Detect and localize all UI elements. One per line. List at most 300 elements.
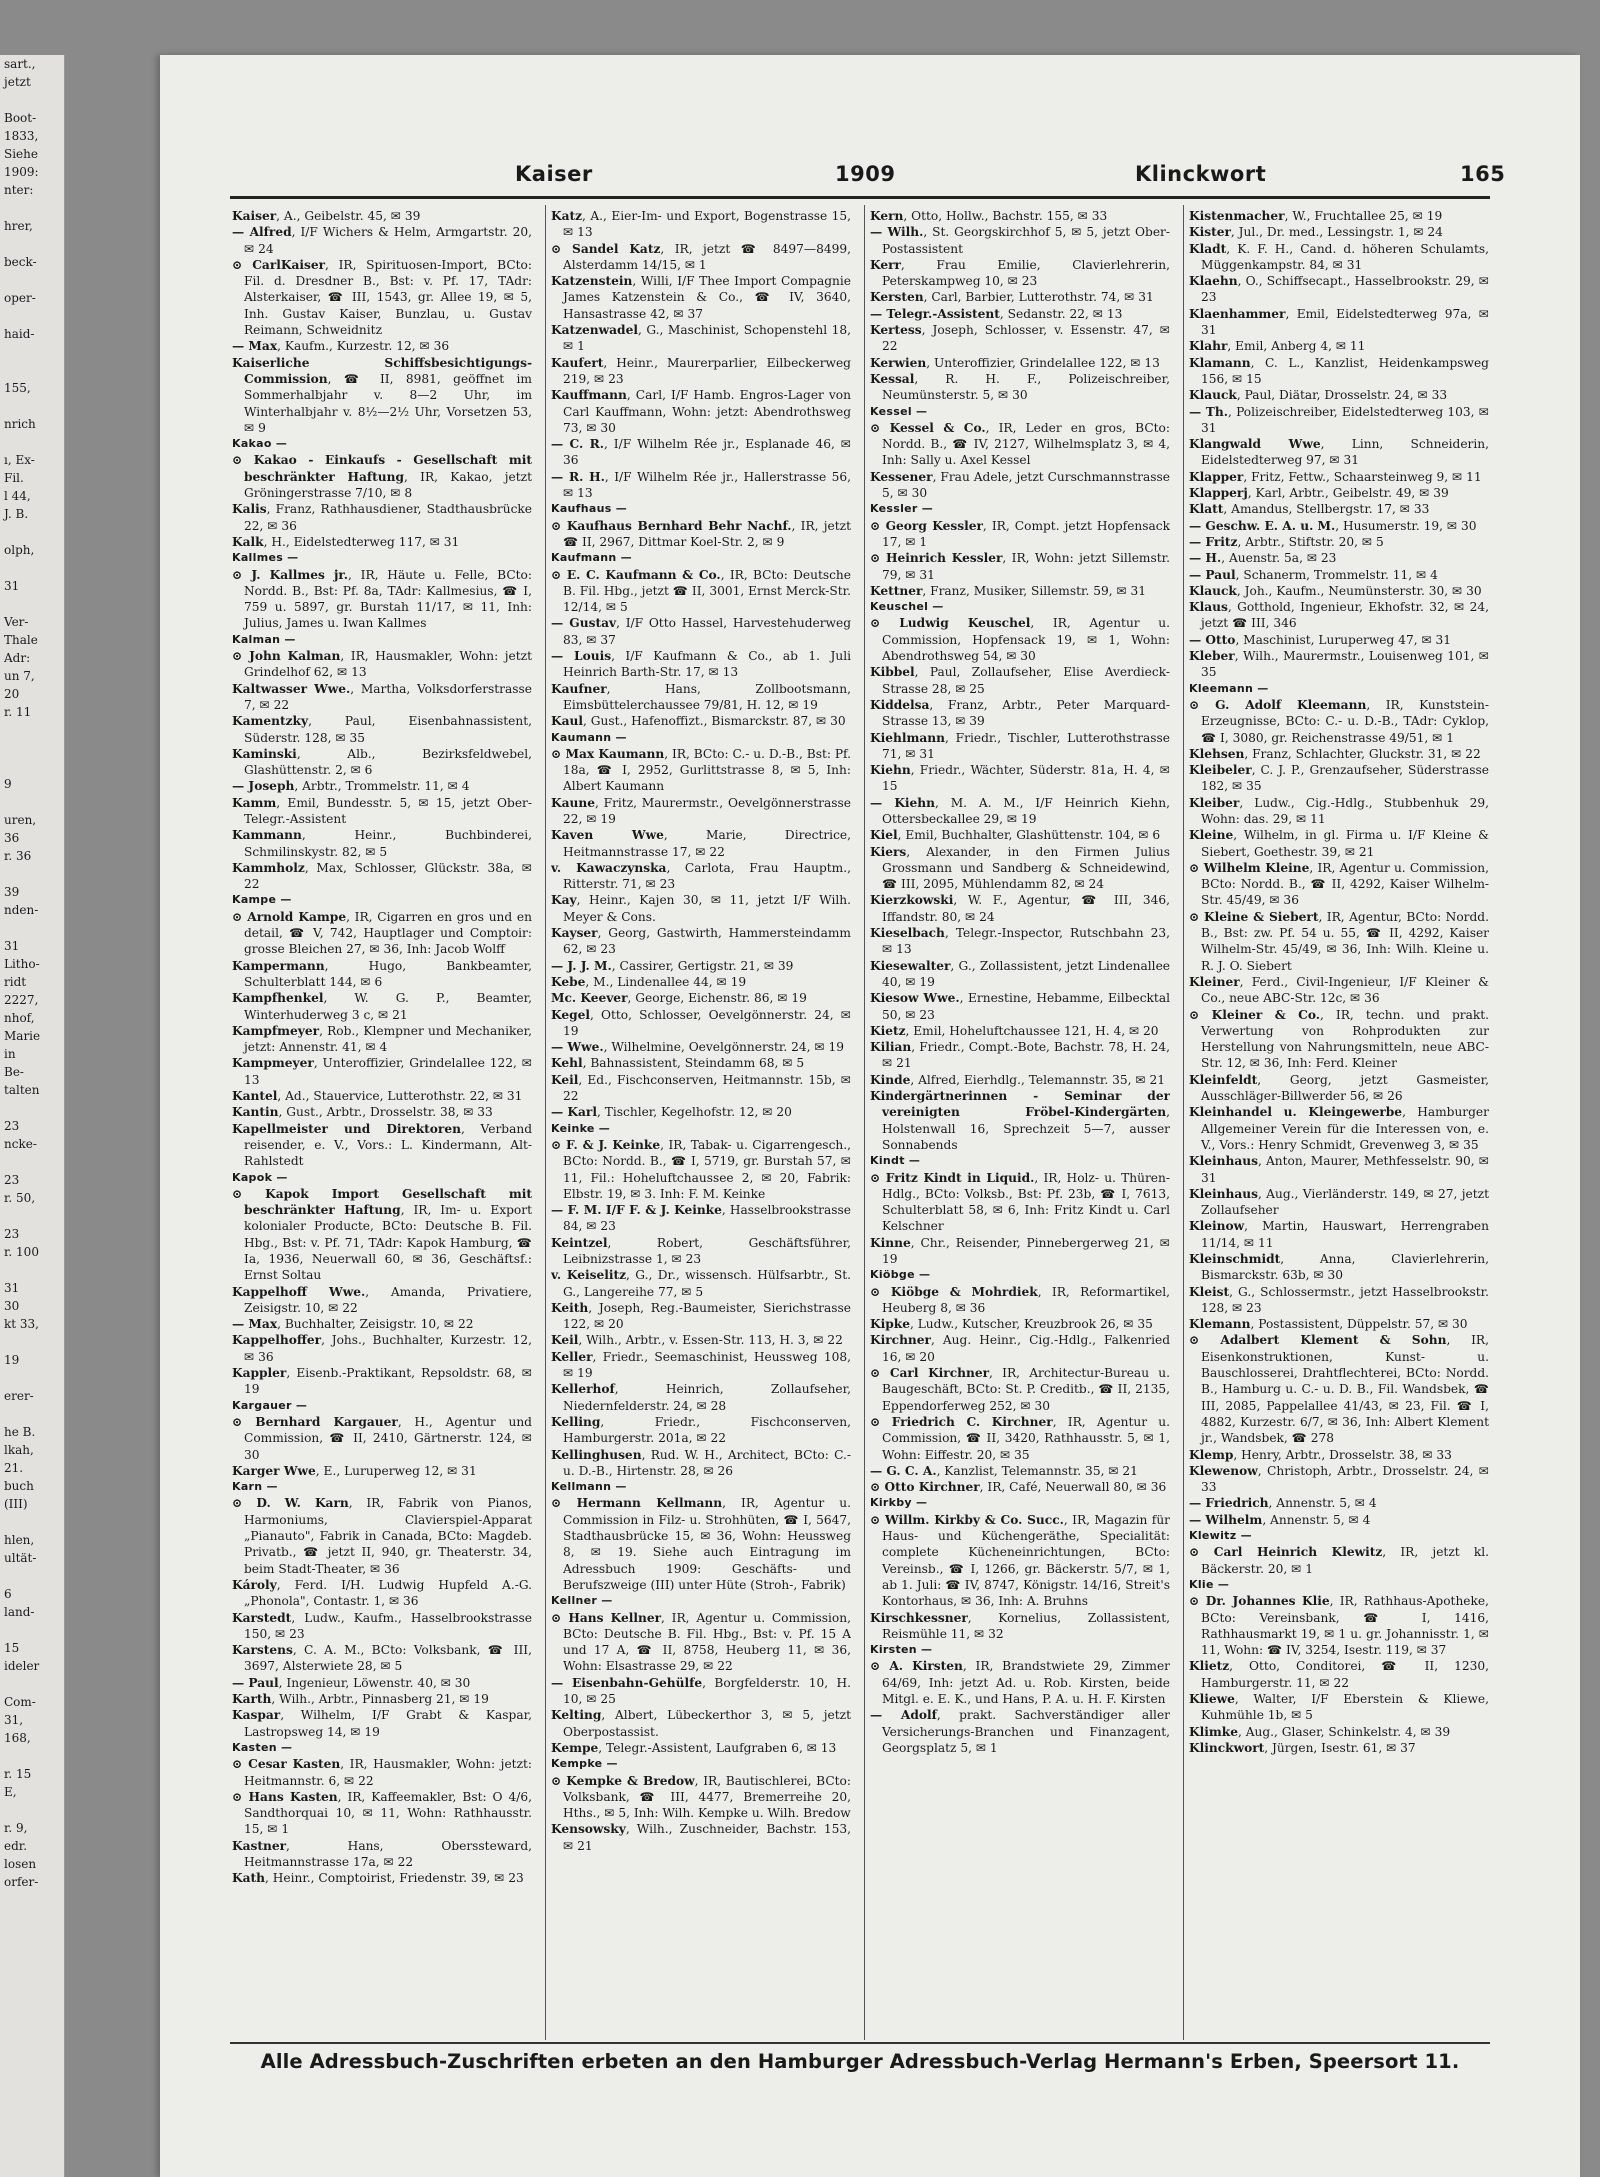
prev-page-fragment: sart., [4, 57, 36, 71]
directory-entry: ⊙ Ludwig Keuschel, IR, Agentur u. Commission, Hopfensack 19, ✉ 1, Wohn: Abendrothsweg 54, ✉ 30 [870, 616, 1170, 664]
directory-entry: Kelting, Albert, Lübeckerthor 3, ✉ 5, jetzt Oberpostassist. [551, 1708, 851, 1739]
prev-page-fragment: beck- [4, 255, 37, 269]
column-divider [1183, 205, 1184, 2040]
directory-entry: Kamm, Emil, Bundesstr. 5, ✉ 15, jetzt Ober-Telegr.-Assistent [232, 795, 532, 826]
directory-entry: — Kiehn, M. A. M., I/F Heinrich Kiehn, Ottersbeckallee 29, ✉ 19 [870, 795, 1170, 826]
section-heading: Kargauer — [232, 1398, 308, 1412]
prev-page-fragment: losen [4, 1857, 37, 1871]
prev-page-fragment: 9 [4, 777, 12, 791]
prev-page-fragment: 30 [4, 1299, 20, 1313]
directory-entry: Kilian, Friedr., Compt.-Bote, Bachstr. 78, H. 24, ✉ 21 [870, 1040, 1170, 1071]
section-heading: Kaumann — [551, 730, 627, 744]
directory-entry: ⊙ CarlKaiser, IR, Spirituosen-Import, BCto: Fil. d. Dresdner B., Bst: v. Pf. 17, TAdr: Alsterkaiser, ☎ III, 1543, gr. Allee 19, ✉ 5, Inh. Gustav Kaiser, Bunzlau, u. Gustav Reimann, Schweidnitz [232, 257, 532, 338]
prev-page-fragment: 39 [4, 885, 20, 899]
prev-page-fragment: talten [4, 1083, 40, 1097]
prev-page-fragment [0, 397, 64, 415]
header-first-name: Kaiser [515, 162, 593, 186]
prev-page-fragment: hrer, [4, 219, 33, 233]
section-heading: Kessel — [870, 404, 928, 418]
section-heading: Karn — [232, 1480, 278, 1494]
directory-entry: Kammann, Heinr., Buchbinderei, Schmilinskystr. 82, ✉ 5 [232, 828, 532, 859]
directory-entry: Kirchner, Aug. Heinr., Cig.-Hdlg., Falkenried 16, ✉ 20 [870, 1333, 1170, 1364]
prev-page-fragment [0, 199, 64, 217]
prev-page-fragment [0, 595, 64, 613]
prev-page-fragment: Thale [4, 633, 38, 647]
directory-entry: ⊙ Fritz Kindt in Liquid., IR, Holz- u. Thüren-Hdlg., BCto: Volksb., Bst: Pf. 23b, ☎ I, 7613, Schulterblatt 58, ✉ 6, Inh: Fritz Kindt u. Carl Kelschner [870, 1170, 1170, 1234]
directory-entry: Kelling, Friedr., Fischconserven, Hamburgerstr. 201a, ✉ 22 [551, 1414, 851, 1446]
directory-entry: — Joseph, Arbtr., Trommelstr. 11, ✉ 4 [232, 779, 470, 794]
directory-entry: — Friedrich, Annenstr. 5, ✉ 4 [1189, 1496, 1377, 1511]
directory-entry: Kantin, Gust., Arbtr., Drosselstr. 38, ✉ 33 [232, 1105, 493, 1120]
directory-entry: Kliewe, Walter, I/F Eberstein & Kliewe, Kuhmühle 1b, ✉ 5 [1189, 1692, 1489, 1723]
directory-entry: Kaiser, A., Geibelstr. 45, ✉ 39 [232, 209, 421, 223]
directory-entry: ⊙ F. & J. Keinke, IR, Tabak- u. Cigarrengesch., BCto: Nordd. B., ☎ I, 5719, gr. Burstah 57, ✉ 11, Fil.: Hoheluftchaussee 2, ✉ 20, Fabrik: Elbstr. 19, ✉ 3. Inh: F. M. Keinke [551, 1137, 851, 1201]
prev-page-fragment: 1909: [4, 165, 39, 179]
section-heading: Kessler — [870, 502, 934, 516]
section-heading: Kindt — [870, 1154, 921, 1168]
prev-page-fragment: nter: [4, 183, 34, 197]
directory-entry: ⊙ Carl Kirchner, IR, Architectur-Bureau u. Baugeschäft, BCto: St. P. Creditb., ☎ II, 2135, Eppendorferweg 252, ✉ 30 [870, 1366, 1170, 1413]
section-heading: Kirkby — [870, 1496, 928, 1510]
directory-entry: — Paul, Schanerm, Trommelstr. 11, ✉ 4 [1189, 567, 1438, 582]
directory-entry: Klaenhammer, Emil, Eidelstedterweg 97a, ✉ 31 [1189, 306, 1489, 338]
prev-page-fragment [0, 1333, 64, 1351]
directory-entry: Kleinschmidt, Anna, Clavierlehrerin, Bismarckstr. 63b, ✉ 30 [1189, 1252, 1489, 1283]
prev-page-fragment: Adr: [4, 651, 31, 665]
directory-entry: — F. M. I/F F. & J. Keinke, Hasselbrookstrasse 84, ✉ 23 [551, 1203, 851, 1234]
directory-entry: Kibbel, Paul, Zollaufseher, Elise Averdieck-Strasse 28, ✉ 25 [870, 665, 1170, 696]
directory-entry: ⊙ Kleine & Siebert, IR, Agentur, BCto: Nordd. B., Bst: zw. Pf. 54 u. 55, ☎ II, 4292, Kaiser Wilhelm-Str. 45/49, ✉ 36, Inh: Wilh. Kleine u. R. J. O. Siebert [1189, 909, 1489, 973]
directory-entry: Kleibeler, C. J. P., Grenzaufseher, Süderstrasse 182, ✉ 35 [1189, 763, 1489, 794]
directory-entry: Kleinhaus, Aug., Vierländerstr. 149, ✉ 27, jetzt Zollaufseher [1189, 1186, 1489, 1218]
directory-entry: Klinckwort, Jürgen, Isestr. 61, ✉ 37 [1189, 1740, 1416, 1755]
directory-entry: Kinne, Chr., Reisender, Pinnebergerweg 21, ✉ 19 [870, 1235, 1170, 1266]
directory-entry: Károly, Ferd. I/H. Ludwig Hupfeld A.-G. „Phonola", Contastr. 1, ✉ 36 [232, 1577, 532, 1609]
page-number: 165 [1460, 162, 1506, 186]
section-heading: Kleemann — [1189, 681, 1269, 695]
section-heading: Keinke — [551, 1121, 611, 1135]
directory-entry: Kaiserliche Schiffsbesichtigungs-Commission, ☎ II, 8981, geöffnet im Sommerhalbjahr v. 8—2 Uhr, im Winterhalbjahr v. 8½—2½ Uhr, Vorsetzen 53, ✉ 9 [232, 355, 532, 435]
section-heading: Kallmes — [232, 551, 299, 565]
directory-entry: Kayser, Georg, Gastwirth, Hammersteindamm 62, ✉ 23 [551, 926, 851, 957]
prev-page-fragment: 36 [4, 831, 20, 845]
prev-page-fragment: he B. [4, 1425, 36, 1439]
directory-entry: ⊙ Bernhard Kargauer, H., Agentur und Commission, ☎ II, 2410, Gärtnerstr. 124, ✉ 30 [232, 1414, 532, 1462]
previous-page-edge [0, 55, 65, 2177]
directory-entry: — Adolf, prakt. Sachverständiger aller Versicherungs-Branchen und Finanzagent, Georgsplatz 5, ✉ 1 [870, 1708, 1170, 1755]
prev-page-fragment: 23 [4, 1227, 20, 1241]
section-heading: Keuschel — [870, 600, 944, 614]
directory-entry: Kiehn, Friedr., Wächter, Süderstr. 81a, H. 4, ✉ 15 [870, 763, 1170, 794]
section-heading: Kakao — [232, 437, 288, 451]
directory-entry: Kieselbach, Telegr.-Inspector, Rutschbahn 23, ✉ 13 [870, 926, 1170, 957]
directory-entry: Klahr, Emil, Anberg 4, ✉ 11 [1189, 339, 1366, 354]
prev-page-fragment: r. 15 [4, 1767, 32, 1781]
directory-entry: Kempe, Telegr.-Assistent, Laufgraben 6, ✉ 13 [551, 1740, 837, 1755]
directory-entry: Kersten, Carl, Barbier, Lutterothstr. 74, ✉ 31 [870, 290, 1154, 305]
directory-entry: Kleinhandel u. Kleingewerbe, Hamburger Allgemeiner Verein für die Interessen von, e. V., Vors.: Henry Schmidt, Grevenweg 3, ✉ 35 [1189, 1105, 1489, 1152]
directory-entry: ⊙ Georg Kessler, IR, Compt. jetzt Hopfensack 17, ✉ 1 [870, 518, 1170, 549]
directory-entry: ⊙ Sandel Katz, IR, jetzt ☎ 8497—8499, Alsterdamm 14/15, ✉ 1 [551, 241, 851, 272]
directory-entry: Kiddelsa, Franz, Arbtr., Peter Marquard-Strasse 13, ✉ 39 [870, 697, 1170, 729]
directory-entry: ⊙ Heinrich Kessler, IR, Wohn: jetzt Sillemstr. 79, ✉ 31 [870, 551, 1170, 582]
directory-entry: — C. R., I/F Wilhelm Rée jr., Esplanade 46, ✉ 36 [551, 437, 851, 468]
column-divider [545, 205, 546, 2040]
prev-page-fragment: E, [4, 1785, 17, 1799]
directory-entry: Kampfmeyer, Rob., Klempner und Mechaniker, jetzt: Annenstr. 41, ✉ 4 [232, 1023, 532, 1055]
directory-entry: ⊙ Kessel & Co., IR, Leder en gros, BCto: Nordd. B., ☎ IV, 2127, Wilhelmsplatz 3, ✉ 4, Inh: Sally u. Axel Kessel [870, 420, 1170, 468]
directory-entry: Kampfhenkel, W. G. P., Beamter, Winterhuderweg 3 c, ✉ 21 [232, 991, 532, 1022]
directory-entry: Kirschkessner, Kornelius, Zollassistent, Reismühle 11, ✉ 32 [870, 1610, 1170, 1641]
prev-page-fragment: Ver- [4, 615, 29, 629]
prev-page-fragment: ridt [4, 975, 27, 989]
directory-entry: — J. J. M., Cassirer, Gertigstr. 21, ✉ 39 [551, 958, 794, 973]
prev-page-fragment [0, 1207, 64, 1225]
directory-entry: — Paul, Ingenieur, Löwenstr. 40, ✉ 30 [232, 1675, 471, 1690]
prev-page-fragment: 31 [4, 579, 20, 593]
prev-page-fragment: lkah, [4, 1443, 34, 1457]
prev-page-fragment: J. B. [4, 507, 29, 521]
directory-entry: ⊙ Kiöbge & Mohrdiek, IR, Reformartikel, Heuberg 8, ✉ 36 [870, 1284, 1170, 1315]
directory-entry: ⊙ J. Kallmes jr., IR, Häute u. Felle, BCto: Nordd. B., Bst: Pf. 8a, TAdr: Kallmesius, ☎ I, 759 u. 5897, gr. Burstah 11/17, ✉ 11, Inh: Julius, James u. Iwan Kallmes [232, 567, 532, 631]
prev-page-fragment: (III) [4, 1497, 28, 1511]
prev-page-fragment [0, 919, 64, 937]
prev-page-fragment [0, 739, 64, 757]
directory-entry: Kappler, Eisenb.-Praktikant, Repsoldstr. 68, ✉ 19 [232, 1366, 532, 1397]
directory-entry: Kleiner, Ferd., Civil-Ingenieur, I/F Kleiner & Co., neue ABC-Str. 12c, ✉ 36 [1189, 974, 1489, 1006]
prev-page-fragment [0, 1801, 64, 1819]
prev-page-fragment: r. 36 [4, 849, 32, 863]
directory-entry: Kessener, Frau Adele, jetzt Curschmannstrasse 5, ✉ 30 [870, 469, 1170, 501]
prev-page-fragment: orfer- [4, 1875, 39, 1889]
prev-page-fragment: 23 [4, 1119, 20, 1133]
prev-page-fragment: 15 [4, 1641, 20, 1655]
directory-entry: Kalk, H., Eidelstedterweg 117, ✉ 31 [232, 534, 460, 549]
section-heading: Kempke — [551, 1757, 618, 1771]
directory-entry: — R. H., I/F Wilhelm Rée jr., Hallerstrasse 56, ✉ 13 [551, 469, 851, 501]
publisher-footer: Alle Adressbuch-Zuschriften erbeten an den Hamburger Adressbuch-Verlag Hermann's Erben, Speersort 11. [260, 2050, 1460, 2073]
prev-page-fragment [0, 559, 64, 577]
section-heading: Klewitz — [1189, 1529, 1252, 1543]
prev-page-fragment: 31 [4, 1281, 20, 1295]
directory-entry: Kipke, Ludw., Kutscher, Kreuzbrook 26, ✉ 35 [870, 1317, 1153, 1332]
directory-entry: Kappelhoff Wwe., Amanda, Privatiere, Zeisigstr. 10, ✉ 22 [232, 1284, 532, 1315]
directory-entry: Kapellmeister und Direktoren, Verband reisender, e. V., Vors.: L. Kindermann, Alt-Rahlstedt [232, 1121, 532, 1169]
directory-entry: Kinde, Alfred, Eierhdlg., Telemannstr. 35, ✉ 21 [870, 1072, 1165, 1087]
directory-entry: Kaspar, Wilhelm, I/F Grabt & Kaspar, Lastropsweg 14, ✉ 19 [232, 1708, 532, 1739]
prev-page-fragment: Boot- [4, 111, 37, 125]
prev-page-fragment: land- [4, 1605, 35, 1619]
directory-entry: ⊙ Arnold Kampe, IR, Cigarren en gros und en detail, ☎ V, 742, Hauptlager und Comptoir: grosse Bleichen 27, ✉ 36, Inh: Jacob Wolff [232, 909, 532, 957]
directory-entry: Kantel, Ad., Stauervice, Lutterothstr. 22, ✉ 31 [232, 1089, 523, 1104]
directory-entry: Klaus, Gotthold, Ingenieur, Ekhofstr. 32, ✉ 24, jetzt ☎ III, 346 [1189, 600, 1489, 631]
directory-entry: Klemp, Henry, Arbtr., Drosselstr. 38, ✉ 33 [1189, 1447, 1452, 1462]
directory-entry: — H., Auenstr. 5a, ✉ 23 [1189, 551, 1337, 566]
directory-entry: Kammholz, Max, Schlosser, Glückstr. 38a, ✉ 22 [232, 860, 532, 892]
directory-entry: Kaltwasser Wwe., Martha, Volksdorferstrasse 7, ✉ 22 [232, 681, 532, 712]
directory-entry: Klauck, Paul, Diätar, Drosselstr. 24, ✉ 33 [1189, 388, 1448, 403]
directory-entry: Kern, Otto, Hollw., Bachstr. 155, ✉ 33 [870, 209, 1108, 223]
section-heading: Kaufhaus — [551, 502, 628, 516]
prev-page-fragment: nrich [4, 417, 36, 431]
prev-page-fragment: 31 [4, 939, 20, 953]
prev-page-fragment: r. 50, [4, 1191, 36, 1205]
directory-entry: Kalis, Franz, Rathhausdiener, Stadthausbrücke 22, ✉ 36 [232, 502, 532, 533]
prev-page-fragment: 1833, [4, 129, 39, 143]
section-heading: Kellner — [551, 1594, 613, 1608]
directory-entry: Keith, Joseph, Reg.-Baumeister, Sierichstrasse 122, ✉ 20 [551, 1300, 851, 1332]
prev-page-fragment: hlen, [4, 1533, 35, 1547]
directory-entry: Karstens, C. A. M., BCto: Volksbank, ☎ III, 3697, Alsterwiete 28, ✉ 5 [232, 1643, 532, 1674]
section-heading: Kiöbge — [870, 1268, 931, 1282]
prev-page-fragment: r. 100 [4, 1245, 39, 1259]
prev-page-fragment: 31, [4, 1713, 24, 1727]
directory-entry: ⊙ John Kalman, IR, Hausmakler, Wohn: jetzt Grindelhof 62, ✉ 13 [232, 649, 532, 680]
column-1 [232, 208, 532, 2038]
directory-entry: Keil, Wilh., Arbtr., v. Essen-Str. 113, H. 3, ✉ 22 [551, 1333, 843, 1348]
prev-page-fragment: edr. [4, 1839, 28, 1853]
directory-entry: — Geschw. E. A. u. M., Husumerstr. 19, ✉ 30 [1189, 518, 1477, 533]
prev-page-fragment [0, 361, 64, 379]
directory-entry: ⊙ E. C. Kaufmann & Co., IR, BCto: Deutsche B. Fil. Hbg., jetzt ☎ II, 3001, Ernst Merck-Str. 12/14, ✉ 5 [551, 567, 851, 615]
directory-entry: ⊙ Otto Kirchner, IR, Café, Neuerwall 80, ✉ 36 [870, 1480, 1167, 1495]
directory-entry: Klaehn, O., Schiffsecapt., Hasselbrookstr. 29, ✉ 23 [1189, 274, 1489, 305]
directory-entry: Kettner, Franz, Musiker, Sillemstr. 59, ✉ 31 [870, 583, 1147, 598]
prev-page-fragment [0, 1567, 64, 1585]
directory-entry: Kister, Jul., Dr. med., Lessingstr. 1, ✉ 24 [1189, 225, 1443, 240]
directory-entry: — Fritz, Arbtr., Stiftstr. 20, ✉ 5 [1189, 534, 1384, 549]
prev-page-fragment: kt 33, [4, 1317, 39, 1331]
prev-page-fragment [0, 235, 64, 253]
directory-entry: Kegel, Otto, Schlosser, Oevelgönnerstr. 24, ✉ 19 [551, 1007, 851, 1038]
directory-entry: Kaminski, Alb., Bezirksfeldwebel, Glashüttenstr. 2, ✉ 6 [232, 746, 532, 778]
prev-page-fragment [0, 793, 64, 811]
prev-page-fragment: buch [4, 1479, 34, 1493]
prev-page-fragment: haid- [4, 327, 35, 341]
directory-entry: — Alfred, I/F Wichers & Helm, Armgartstr. 20, ✉ 24 [232, 225, 532, 256]
directory-entry: Kiesow Wwe., Ernestine, Hebamme, Eilbecktal 50, ✉ 23 [870, 991, 1170, 1022]
prev-page-fragment: r. 11 [4, 705, 32, 719]
directory-entry: Katzenstein, Willi, I/F Thee Import Compagnie James Katzenstein & Co., ☎ IV, 3640, Hansastrasse 42, ✉ 37 [551, 274, 851, 321]
directory-entry: Kleber, Wilh., Maurermstr., Louisenweg 101, ✉ 35 [1189, 649, 1489, 680]
prev-page-fragment: uren, [4, 813, 37, 827]
prev-page-fragment [0, 1513, 64, 1531]
directory-entry: Kebe, M., Lindenallee 44, ✉ 19 [551, 974, 747, 989]
directory-entry: Kietz, Emil, Hoheluftchaussee 121, H. 4, ✉ 20 [870, 1023, 1159, 1038]
prev-page-fragment: 2227, [4, 993, 39, 1007]
section-heading: Kampe — [232, 893, 292, 907]
directory-entry: — Telegr.-Assistent, Sedanstr. 22, ✉ 13 [870, 306, 1123, 321]
directory-entry: ⊙ Max Kaumann, IR, BCto: C.- u. D.-B., Bst: Pf. 18a, ☎ I, 2952, Gurlittstrasse 8, ✉ 5, Inh: Albert Kaumann [551, 746, 851, 794]
directory-entry: Kaul, Gust., Hafenoffizt., Bismarckstr. 87, ✉ 30 [551, 714, 846, 729]
directory-entry: Kladt, K. F. H., Cand. d. höheren Schulamts, Müggenkampstr. 84, ✉ 31 [1189, 241, 1489, 272]
prev-page-fragment: r. 9, [4, 1821, 28, 1835]
directory-entry: Klewenow, Christoph, Arbtr., Drosselstr. 24, ✉ 33 [1189, 1463, 1489, 1495]
prev-page-fragment: olph, [4, 543, 35, 557]
prev-page-fragment [0, 91, 64, 109]
section-heading: Kellmann — [551, 1480, 627, 1494]
prev-page-fragment: in [4, 1047, 16, 1061]
directory-entry: Keintzel, Robert, Geschäftsführer, Leibnizstrasse 1, ✉ 23 [551, 1235, 851, 1266]
prev-page-fragment [0, 1153, 64, 1171]
directory-entry: — Wilhelm, Annenstr. 5, ✉ 4 [1189, 1512, 1371, 1527]
header-last-name: Klinckwort [1135, 162, 1267, 186]
directory-entry: — Wwe., Wilhelmine, Oevelgönnerstr. 24, ✉ 19 [551, 1040, 845, 1055]
prev-page-fragment: ultät- [4, 1551, 37, 1565]
prev-page-fragment: oper- [4, 291, 36, 305]
directory-entry: Mc. Keever, George, Eichenstr. 86, ✉ 19 [551, 991, 807, 1006]
directory-entry: Kappelhoffer, Johs., Buchhalter, Kurzestr. 12, ✉ 36 [232, 1333, 532, 1364]
directory-entry: Keil, Ed., Fischconserven, Heitmannstr. 15b, ✉ 22 [551, 1072, 851, 1104]
section-heading: Kalman — [232, 632, 296, 646]
directory-entry: Kath, Heinr., Comptoirist, Friedenstr. 39, ✉ 23 [232, 1871, 524, 1886]
prev-page-fragment: Com- [4, 1695, 36, 1709]
directory-entry: ⊙ Hans Kasten, IR, Kaffeemakler, Bst: O 4/6, Sandthorquai 10, ✉ 11, Wohn: Rathhausstr. 15, ✉ 1 [232, 1789, 532, 1837]
prev-page-fragment [0, 523, 64, 541]
prev-page-fragment [0, 1099, 64, 1117]
directory-entry: ⊙ Kapok Import Gesellschaft mit beschränkter Haftung, IR, Im- u. Export kolonialer Producte, BCto: Deutsche B. Fil. Hbg., Bst: v. Pf. 71, TAdr: Kapok Hamburg, ☎ Ia, 1936, Neuerwall 60, ✉ 36, Geschäftsf.: Ernst Soltau [232, 1186, 532, 1283]
directory-entry: — Max, Kaufm., Kurzestr. 12, ✉ 36 [232, 339, 450, 354]
directory-entry: Klauck, Joh., Kaufm., Neumünsterstr. 30, ✉ 30 [1189, 583, 1482, 598]
prev-page-fragment: 155, [4, 381, 31, 395]
directory-entry: — Louis, I/F Kaufmann & Co., ab 1. Juli Heinrich Barth-Str. 17, ✉ 13 [551, 649, 851, 680]
prev-page-fragment: Be- [4, 1065, 24, 1079]
directory-entry: Keller, Friedr., Seemaschinist, Heussweg 108, ✉ 19 [551, 1349, 851, 1381]
directory-entry: Kehl, Bahnassistent, Steindamm 68, ✉ 5 [551, 1056, 805, 1071]
prev-page-fragment [0, 721, 64, 739]
prev-page-fragment: Litho- [4, 957, 40, 971]
directory-entry: — Otto, Maschinist, Luruperweg 47, ✉ 31 [1189, 632, 1452, 647]
directory-entry: Kertess, Joseph, Schlosser, v. Essenstr. 47, ✉ 22 [870, 323, 1170, 354]
directory-entry: Kampermann, Hugo, Bankbeamter, Schulterblatt 144, ✉ 6 [232, 958, 532, 989]
prev-page-fragment: nhof, [4, 1011, 35, 1025]
directory-entry: ⊙ G. Adolf Kleemann, IR, Kunststein-Erzeugnisse, BCto: C.- u. D.-B., TAdr: Cyklop, ☎ I, 3080, gr. Reichenstrasse 49/51, ✉ 1 [1189, 697, 1489, 745]
directory-entry: Kierzkowski, W. F., Agentur, ☎ III, 346, Iffandstr. 80, ✉ 24 [870, 893, 1170, 924]
directory-entry: Kiel, Emil, Buchhalter, Glashüttenstr. 104, ✉ 6 [870, 828, 1161, 843]
directory-entry: Kensowsky, Wilh., Zuschneider, Bachstr. 153, ✉ 21 [551, 1822, 851, 1853]
prev-page-fragment: 21. [4, 1461, 24, 1475]
directory-entry: Klimke, Aug., Glaser, Schinkelstr. 4, ✉ 39 [1189, 1724, 1451, 1739]
directory-entry: Kessal, R. H. F., Polizeischreiber, Neumünsterstr. 5, ✉ 30 [870, 371, 1170, 403]
directory-entry: Kleine, Wilhelm, in gl. Firma u. I/F Kleine & Siebert, Goethestr. 39, ✉ 21 [1189, 828, 1489, 859]
prev-page-fragment: Siehe [4, 147, 38, 161]
directory-entry: — Karl, Tischler, Kegelhofstr. 12, ✉ 20 [551, 1105, 792, 1120]
prev-page-fragment: l 44, [4, 489, 31, 503]
directory-entry: ⊙ D. W. Karn, IR, Fabrik von Pianos, Harmoniums, Clavierspiel-Apparat „Pianauto", Fabrik in Canada, BCto: Magdeb. Privatb., ☎ jetzt II, 940, gr. Theaterstr. 34, beim Stadt-Theater, ✉ 36 [232, 1496, 532, 1576]
section-heading: Kasten — [232, 1740, 293, 1754]
directory-entry: ⊙ Hermann Kellmann, IR, Agentur u. Commission in Filz- u. Strohhüten, ☎ I, 5647, Stadthausbrücke 15, ✉ 36, Wohn: Heussweg 8, ✉ 19. Siehe auch Eintragung im Adressbuch 1909: Geschäfts- und Berufszweige (III) unter Hüte (Stroh-, Fabrik) [551, 1496, 851, 1592]
directory-entry: Kellerhof, Heinrich, Zollaufseher, Niedernfelderstr. 24, ✉ 28 [551, 1382, 851, 1413]
prev-page-fragment [0, 1621, 64, 1639]
prev-page-fragment: 20 [4, 687, 20, 701]
section-heading: Kirsten — [870, 1643, 933, 1657]
directory-entry: Katz, A., Eier-Im- und Export, Bogenstrasse 15, ✉ 13 [551, 209, 851, 240]
directory-entry: Kiers, Alexander, in den Firmen Julius Grossmann und Sandberg & Schneidewind, ☎ III, 2095, Mühlendamm 82, ✉ 24 [870, 844, 1170, 892]
prev-page-fragment [0, 865, 64, 883]
directory-entry: Kaufert, Heinr., Maurerparlier, Eilbeckerweg 219, ✉ 23 [551, 355, 851, 386]
directory-entry: — Max, Buchhalter, Zeisigstr. 10, ✉ 22 [232, 1317, 474, 1332]
directory-entry: ⊙ Dr. Johannes Klie, IR, Rathhaus-Apotheke, BCto: Vereinsbank, ☎ I, 1416, Rathhausmarkt 19, ✉ 1 u. gr. Johannisstr. 1, ✉ 11, Wohn: ☎ IV, 3254, Isestr. 119, ✉ 37 [1189, 1594, 1489, 1658]
directory-entry: ⊙ Kleiner & Co., IR, techn. und prakt. Verwertung von Rohprodukten zur Herstellung von Nahrungsmitteln, neue ABC-Str. 12, ✉ 36, Inh: Ferd. Kleiner [1189, 1007, 1489, 1071]
directory-entry: Klietz, Otto, Conditorei, ☎ II, 1230, Hamburgerstr. 11, ✉ 22 [1189, 1659, 1489, 1690]
directory-entry: Klemann, Postassistent, Düppelstr. 57, ✉ 30 [1189, 1317, 1468, 1332]
directory-entry: Klatt, Amandus, Stellbergstr. 17, ✉ 33 [1189, 502, 1430, 517]
directory-entry: Klamann, C. L., Kanzlist, Heidenkampsweg 156, ✉ 15 [1189, 355, 1489, 386]
column-4 [1189, 208, 1489, 2038]
directory-entry: Karstedt, Ludw., Kaufm., Hasselbrookstrasse 150, ✉ 23 [232, 1610, 532, 1641]
directory-entry: — G. C. A., Kanzlist, Telemannstr. 35, ✉ 21 [870, 1463, 1138, 1478]
header-year: 1909 [835, 162, 896, 186]
directory-entry: ⊙ A. Kirsten, IR, Brandstwiete 29, Zimmer 64/69, Inh: jetzt Ad. u. Rob. Kirsten, beide Mitgl. e. E. K., und Hans, P. A. u. H. F. Kirsten [870, 1659, 1170, 1707]
directory-entry: Karth, Wilh., Arbtr., Pinnasberg 21, ✉ 19 [232, 1692, 489, 1707]
prev-page-fragment [0, 1261, 64, 1279]
prev-page-fragment [0, 1405, 64, 1423]
directory-entry: Kamentzky, Paul, Eisenbahnassistent, Süderstr. 128, ✉ 35 [232, 714, 532, 745]
prev-page-fragment: ncke- [4, 1137, 37, 1151]
directory-entry: Kaufner, Hans, Zollbootsmann, Eimsbüttelerchaussee 79/81, H. 12, ✉ 19 [551, 681, 851, 712]
section-heading: Kaufmann — [551, 551, 632, 565]
directory-entry: Klapper, Fritz, Fettw., Schaarsteinweg 9, ✉ 11 [1189, 469, 1482, 484]
column-2 [551, 208, 851, 2038]
directory-entry: v. Kawaczynska, Carlota, Frau Hauptm., Ritterstr. 71, ✉ 23 [551, 860, 851, 892]
directory-entry: Kiehlmann, Friedr., Tischler, Lutterothstrasse 71, ✉ 31 [870, 730, 1170, 761]
directory-entry: ⊙ Carl Heinrich Klewitz, IR, jetzt kl. Bäckerstr. 20, ✉ 1 [1189, 1545, 1489, 1576]
prev-page-fragment: ideler [4, 1659, 40, 1673]
directory-entry: Kay, Heinr., Kajen 30, ✉ 11, jetzt I/F Wilh. Meyer & Cons. [551, 893, 851, 924]
prev-page-fragment: Fil. [4, 471, 24, 485]
prev-page-fragment [0, 1675, 64, 1693]
directory-entry: Karger Wwe, E., Luruperweg 12, ✉ 31 [232, 1463, 477, 1478]
directory-entry: Kiesewalter, G., Zollassistent, jetzt Lindenallee 40, ✉ 19 [870, 958, 1170, 989]
directory-entry: Katzenwadel, G., Maschinist, Schopenstehl 18, ✉ 1 [551, 323, 851, 354]
directory-entry: Kleiber, Ludw., Cig.-Hdlg., Stubbenhuk 29, Wohn: das. 29, ✉ 11 [1189, 795, 1489, 826]
directory-entry: ⊙ Wilhelm Kleine, IR, Agentur u. Commission, BCto: Nordd. B., ☎ II, 4292, Kaiser Wilhelm-Str. 45/49, ✉ 36 [1189, 860, 1489, 908]
directory-entry: ⊙ Cesar Kasten, IR, Hausmakler, Wohn: jetzt: Heitmannstr. 6, ✉ 22 [232, 1757, 532, 1788]
prev-page-fragment [0, 271, 64, 289]
prev-page-fragment: ı, Ex- [4, 453, 35, 467]
directory-entry: Kleinfeldt, Georg, jetzt Gasmeister, Ausschläger-Billwerder 56, ✉ 26 [1189, 1072, 1489, 1104]
page-header [230, 162, 1506, 188]
directory-entry: ⊙ Adalbert Klement & Sohn, IR, Eisenkonstruktionen, Kunst- u. Bauschlosserei, Drahtflechterei, BCto: Nordd. B., Hamburg u. C.- u. D. B., Fil. Wandsbek, ☎ III, 2085, Pappelallee 41/43, ✉ 23, Fil. ☎ I, 4882, Kurzestr. 6/7, ✉ 36, Inh: Albert Klement jr., Wandsbek, ☎ 278 [1189, 1333, 1489, 1446]
prev-page-fragment: erer- [4, 1389, 34, 1403]
header-rule [230, 196, 1490, 199]
directory-entry: Kindergärtnerinnen - Seminar der vereinigten Fröbel-Kindergärten, Holstenwall 16, Sprechzeit 5—7, ausser Sonnabends [870, 1089, 1170, 1152]
directory-entry: Klangwald Wwe, Linn, Schneiderin, Eidelstedterweg 97, ✉ 31 [1189, 437, 1489, 468]
directory-entry: Kerr, Frau Emilie, Clavierlehrerin, Peterskampweg 10, ✉ 23 [870, 257, 1170, 289]
directory-entry: ⊙ Kaufhaus Bernhard Behr Nachf., IR, jetzt ☎ II, 2967, Dittmar Koel-Str. 2, ✉ 9 [551, 518, 851, 549]
prev-page-fragment: 23 [4, 1173, 20, 1187]
directory-entry: Kleinhaus, Anton, Maurer, Methfesselstr. 90, ✉ 31 [1189, 1154, 1489, 1185]
prev-page-fragment: jetzt [4, 75, 31, 89]
directory-entry: Kauffmann, Carl, I/F Hamb. Engros-Lager von Carl Kauffmann, Wohn: jetzt: Abendrothsweg 73, ✉ 30 [551, 388, 851, 435]
prev-page-fragment [0, 757, 64, 775]
prev-page-fragment [0, 343, 64, 361]
directory-entry: v. Keiselitz, G., Dr., wissensch. Hülfsarbtr., St. G., Langereihe 77, ✉ 5 [551, 1268, 851, 1299]
directory-entry: Kaune, Fritz, Maurermstr., Oevelgönnerstrasse 22, ✉ 19 [551, 795, 851, 826]
prev-page-fragment: Marie [4, 1029, 41, 1043]
prev-page-fragment: nden- [4, 903, 39, 917]
footer-rule [230, 2042, 1490, 2044]
directory-entry: Kerwien, Unteroffizier, Grindelallee 122, ✉ 13 [870, 355, 1160, 370]
section-heading: Klie — [1189, 1577, 1230, 1591]
directory-entry: Kleinow, Martin, Hauswart, Herrengraben 11/14, ✉ 11 [1189, 1219, 1489, 1250]
prev-page-fragment [0, 307, 64, 325]
column-divider [864, 205, 865, 2040]
directory-entry: ⊙ Kakao - Einkaufs - Gesellschaft mit beschränkter Haftung, IR, Kakao, jetzt Gröningerstrasse 7/10, ✉ 8 [232, 453, 532, 501]
prev-page-fragment [0, 1747, 64, 1765]
directory-entry: Kampmeyer, Unteroffizier, Grindelallee 122, ✉ 13 [232, 1056, 532, 1087]
prev-page-fragment: un 7, [4, 669, 35, 683]
